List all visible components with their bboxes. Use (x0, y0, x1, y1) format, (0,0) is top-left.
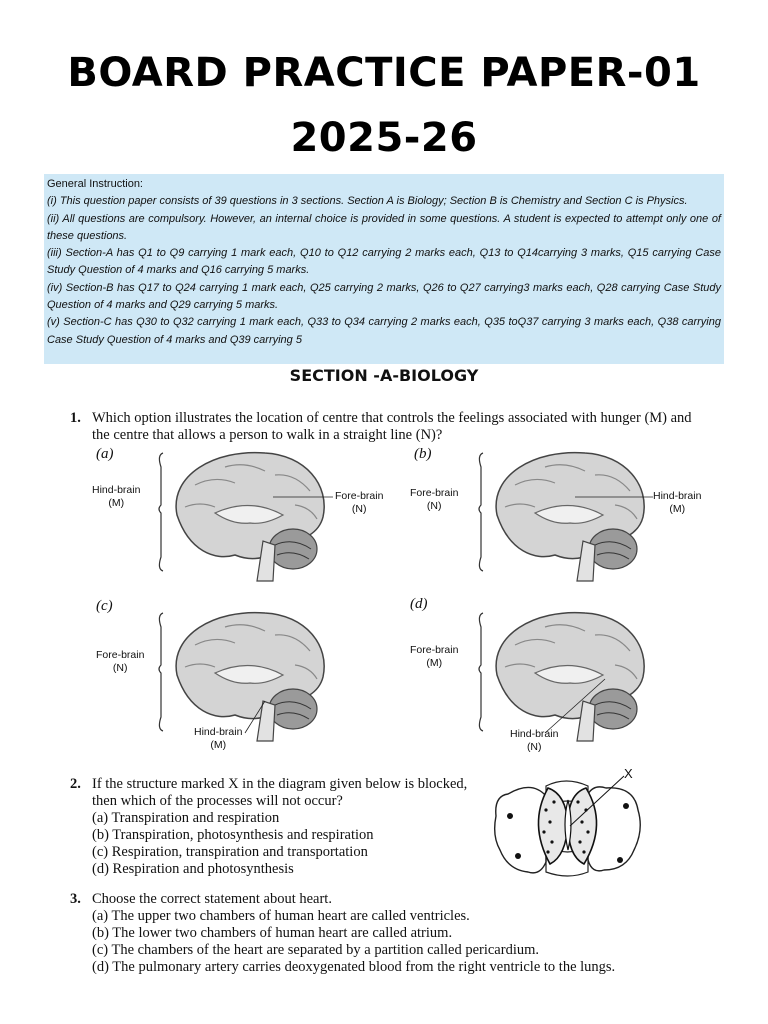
brain-diagram-a (155, 445, 335, 585)
option-label-b: (b) (414, 446, 432, 462)
question-number: 1. (70, 410, 81, 426)
option-c: (c) Respiration, transpiration and transportation (92, 844, 368, 860)
stomata-diagram (488, 766, 658, 882)
option-d: (d) The pulmonary artery carries deoxygenated blood from the right ventricle to the lungs. (92, 959, 616, 975)
question-3 (70, 891, 710, 976)
label-d-left: Fore-brain (M) (410, 644, 459, 669)
option-label-d: (d) (410, 596, 428, 612)
paper-year: 2025-26 (290, 115, 478, 161)
question-number: 3. (70, 891, 81, 907)
option-b: (b) The lower two chambers of human heart are called atrium. (92, 925, 453, 941)
question-1 (70, 410, 710, 444)
instructions-heading: General Instruction: (47, 178, 143, 190)
brain-diagram-c (155, 605, 335, 745)
section-title: SECTION -A-BIOLOGY (289, 366, 479, 385)
question-2 (70, 776, 470, 878)
label-a-right: Fore-brain (N) (335, 490, 384, 515)
option-c: (c) The chambers of the heart are separated by a partition called pericardium. (92, 942, 540, 958)
label-d-bottom: Hind-brain (N) (510, 728, 559, 753)
brain-diagram-d (475, 605, 655, 745)
marker-x: X (624, 766, 633, 781)
option-b: (b) Transpiration, photosynthesis and respiration (92, 827, 374, 843)
instruction-item: (v) Section-C has Q30 to Q32 carrying 1 mark each, Q33 to Q34 carrying 2 marks each, Q35 toQ37 carrying 3 marks each, Q38 carrying Case Study Question of 4 marks and Q39 carrying 5 (47, 316, 721, 346)
label-a-left: Hind-brain (M) (92, 484, 141, 509)
option-label-c: (c) (96, 598, 113, 614)
label-c-left: Fore-brain (N) (96, 649, 145, 674)
option-a: (a) Transpiration and respiration (92, 810, 280, 826)
question-text: Which option illustrates the location of centre that controls the feelings associated with hunger (M) and the centre that allows a person to walk in a straight line (N)? (92, 410, 692, 443)
option-d: (d) Respiration and photosynthesis (92, 861, 294, 877)
instruction-item: (iii) Section-A has Q1 to Q9 carrying 1 mark each, Q10 to Q12 carrying 2 marks each, Q13 to Q14carrying 3 marks, Q15 carrying Case Study Question of 4 marks and Q16 carrying 5 marks. (47, 247, 721, 277)
general-instructions (44, 174, 724, 364)
instruction-item: (iv) Section-B has Q17 to Q24 carrying 1 mark each, Q25 carrying 2 marks, Q26 to Q27 carrying3 marks each, Q28 carrying Case Study Question of 4 marks and Q29 carrying 5 marks. (47, 281, 721, 312)
question-text: Choose the correct statement about heart. (92, 891, 332, 907)
instruction-item: (ii) All questions are compulsory. However, an internal choice is provided in some questions. A student is expected to attempt only one of these questions. (47, 212, 721, 242)
instruction-item: (i) This question paper consists of 39 questions in 3 sections. Section A is Biology; Section B is Chemistry and Section C is Physics. (47, 195, 688, 208)
label-b-left: Fore-brain (N) (410, 487, 459, 512)
question-number: 2. (70, 776, 81, 792)
label-c-bottom: Hind-brain (M) (194, 726, 243, 751)
option-a: (a) The upper two chambers of human heart are called ventricles. (92, 908, 470, 924)
question-text: If the structure marked X in the diagram given below is blocked, then which of the processes will not occur? (92, 776, 468, 809)
paper-title: BOARD PRACTICE PAPER-01 (67, 50, 701, 96)
label-b-right: Hind-brain (M) (653, 490, 702, 515)
option-label-a: (a) (96, 446, 114, 462)
brain-diagram-b (475, 445, 655, 585)
